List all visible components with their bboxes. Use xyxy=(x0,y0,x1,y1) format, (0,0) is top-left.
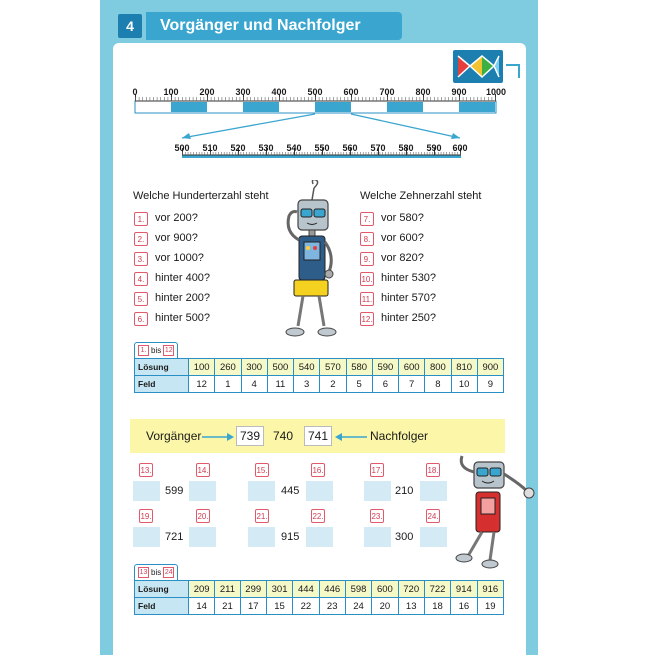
table-cell: 12 xyxy=(189,376,215,393)
table-cell: 23 xyxy=(319,598,345,615)
answer-box[interactable] xyxy=(248,527,275,547)
given-number: 445 xyxy=(281,485,300,497)
nachfolger-label: Nachfolger xyxy=(370,429,429,443)
table-cell: 720 xyxy=(398,581,424,598)
task-number: 23. xyxy=(370,509,384,523)
task-number: 21. xyxy=(255,509,269,523)
table-cell: 209 xyxy=(189,581,215,598)
task-number: 13. xyxy=(139,463,153,477)
task-number: 2. xyxy=(134,232,148,246)
answer-box[interactable] xyxy=(189,481,216,501)
table-cell: 8 xyxy=(425,376,451,393)
table-cell: 9 xyxy=(477,376,503,393)
table-cell: 598 xyxy=(345,581,371,598)
arrow-left-icon xyxy=(334,432,369,442)
ruler-zoom-label: 530 xyxy=(258,143,274,153)
table-cell: 800 xyxy=(425,359,451,376)
arrow-right-icon xyxy=(200,432,235,442)
given-number: 210 xyxy=(395,485,414,497)
answer-box[interactable] xyxy=(133,527,160,547)
answer-box[interactable] xyxy=(364,481,391,501)
row-label: Lösung xyxy=(135,359,189,376)
table-cell: 300 xyxy=(241,359,267,376)
ruler-zoom-label: 560 xyxy=(342,143,358,153)
table-cell: 446 xyxy=(319,581,345,598)
table-cell: 722 xyxy=(424,581,450,598)
range-to: 24 xyxy=(164,569,173,576)
ruler-label: 700 xyxy=(379,87,395,97)
ruler-zoom-label: 550 xyxy=(314,143,330,153)
table-cell: 5 xyxy=(346,376,372,393)
table-cell: 21 xyxy=(215,598,240,615)
task-number: 6. xyxy=(134,312,148,326)
robot-illustration xyxy=(270,180,340,345)
table-cell: 2 xyxy=(320,376,346,393)
table-cell: 810 xyxy=(451,359,477,376)
table-cell: 20 xyxy=(372,598,398,615)
table-cell: 16 xyxy=(451,598,477,615)
task-number: 3. xyxy=(134,252,148,266)
table-cell: 211 xyxy=(215,581,240,598)
task-number: 1. xyxy=(134,212,148,226)
given-number: 721 xyxy=(165,531,184,543)
task-text: hinter 530? xyxy=(381,272,437,284)
row-label: Feld xyxy=(135,376,189,393)
range-from: 13 xyxy=(139,569,148,576)
answer-box[interactable] xyxy=(133,481,160,501)
table-cell: 580 xyxy=(346,359,372,376)
answer-box[interactable] xyxy=(420,527,447,547)
given-number: 915 xyxy=(281,531,300,543)
ruler-label: 0 xyxy=(132,87,138,97)
task-number: 15. xyxy=(255,463,269,477)
ruler-label: 100 xyxy=(163,87,179,97)
answer-box[interactable] xyxy=(420,481,447,501)
table-cell: 19 xyxy=(477,598,503,615)
table-cell: 4 xyxy=(241,376,267,393)
table-cell: 301 xyxy=(266,581,292,598)
chapter-number: 4 xyxy=(118,14,142,38)
ruler-zoom-label: 580 xyxy=(398,143,414,153)
table-cell: 1 xyxy=(215,376,241,393)
solution-table-1 xyxy=(134,358,504,393)
task-text: vor 580? xyxy=(381,212,424,224)
table-cell: 22 xyxy=(293,598,319,615)
task-text: vor 600? xyxy=(381,232,424,244)
table-cell: 900 xyxy=(477,359,503,376)
task-number: 5. xyxy=(134,292,148,306)
ruler-label: 500 xyxy=(307,87,323,97)
successor-value: 741 xyxy=(304,426,332,446)
task-text: hinter 500? xyxy=(155,312,211,324)
ruler-zoom-label: 510 xyxy=(202,143,218,153)
task-number: 24. xyxy=(426,509,440,523)
table-cell: 500 xyxy=(267,359,293,376)
answer-box[interactable] xyxy=(306,527,333,547)
table-cell: 11 xyxy=(267,376,293,393)
task-text: hinter 200? xyxy=(155,292,211,304)
table-cell: 100 xyxy=(189,359,215,376)
left-questions-heading: Welche Hunderterzahl steht xyxy=(133,190,269,202)
table-range-tab xyxy=(134,564,178,580)
table-range-tab xyxy=(134,342,178,358)
task-text: hinter 400? xyxy=(155,272,211,284)
table-cell: 570 xyxy=(320,359,346,376)
task-text: vor 900? xyxy=(155,232,198,244)
range-from: 1. xyxy=(138,345,149,356)
table-cell: 916 xyxy=(477,581,503,598)
task-number: 12. xyxy=(360,312,374,326)
answer-box[interactable] xyxy=(248,481,275,501)
ruler-zoom-label: 570 xyxy=(370,143,386,153)
task-text: vor 820? xyxy=(381,252,424,264)
table-row xyxy=(135,581,504,598)
table-cell: 299 xyxy=(240,581,266,598)
right-questions-heading: Welche Zehnerzahl steht xyxy=(360,190,482,202)
table-cell: 590 xyxy=(372,359,398,376)
answer-box[interactable] xyxy=(364,527,391,547)
number-line-graphic xyxy=(0,0,655,160)
vorgaenger-label: Vorgänger xyxy=(146,429,202,443)
table-cell: 260 xyxy=(215,359,241,376)
task-number: 14. xyxy=(196,463,210,477)
range-bis: bis xyxy=(151,346,162,355)
ruler-zoom-label: 500 xyxy=(174,143,190,153)
ruler-label: 300 xyxy=(235,87,251,97)
task-number: 16. xyxy=(311,463,325,477)
table-cell: 600 xyxy=(372,581,398,598)
table-cell: 17 xyxy=(240,598,266,615)
row-label: Lösung xyxy=(135,581,189,598)
ruler-zoom-label: 540 xyxy=(286,143,302,153)
given-number: 300 xyxy=(395,531,414,543)
task-text: hinter 250? xyxy=(381,312,437,324)
table-cell: 540 xyxy=(294,359,320,376)
row-label: Feld xyxy=(135,598,189,615)
task-text: vor 200? xyxy=(155,212,198,224)
task-number: 20. xyxy=(196,509,210,523)
ruler-zoom-label: 590 xyxy=(426,143,442,153)
table-cell: 10 xyxy=(451,376,477,393)
ruler-label: 200 xyxy=(199,87,215,97)
task-number: 10. xyxy=(360,272,374,286)
ruler-label: 1000 xyxy=(485,87,507,97)
ruler-label: 800 xyxy=(415,87,431,97)
ruler-label: 600 xyxy=(343,87,359,97)
task-number: 4. xyxy=(134,272,148,286)
table-cell: 15 xyxy=(266,598,292,615)
ruler-label: 400 xyxy=(271,87,287,97)
task-number: 9. xyxy=(360,252,374,266)
table-cell: 6 xyxy=(372,376,398,393)
center-value: 740 xyxy=(273,429,294,443)
task-text: hinter 570? xyxy=(381,292,437,304)
table-cell: 13 xyxy=(398,598,424,615)
task-number: 19. xyxy=(139,509,153,523)
task-text: vor 1000? xyxy=(155,252,204,264)
task-number: 8. xyxy=(360,232,374,246)
solution-table-2 xyxy=(134,580,504,615)
task-number: 18. xyxy=(426,463,440,477)
table-row xyxy=(135,376,504,393)
table-cell: 444 xyxy=(293,581,319,598)
ruler-label: 900 xyxy=(451,87,467,97)
given-number: 599 xyxy=(165,485,184,497)
answer-box[interactable] xyxy=(189,527,216,547)
range-to: 12 xyxy=(164,347,173,354)
task-number: 22. xyxy=(311,509,325,523)
table-cell: 7 xyxy=(399,376,425,393)
table-row xyxy=(135,598,504,615)
ruler-zoom-label: 520 xyxy=(230,143,246,153)
table-cell: 14 xyxy=(189,598,215,615)
robot-illustration-2 xyxy=(446,452,536,574)
predecessor-value: 739 xyxy=(236,426,264,446)
table-cell: 24 xyxy=(345,598,371,615)
task-number: 17. xyxy=(370,463,384,477)
task-number: 11. xyxy=(360,292,374,306)
table-row xyxy=(135,359,504,376)
table-cell: 3 xyxy=(294,376,320,393)
table-cell: 914 xyxy=(451,581,477,598)
table-cell: 600 xyxy=(399,359,425,376)
range-bis: bis xyxy=(151,568,162,577)
table-cell: 18 xyxy=(424,598,450,615)
answer-box[interactable] xyxy=(306,481,333,501)
task-number: 7. xyxy=(360,212,374,226)
page-title: Vorgänger und Nachfolger xyxy=(146,12,402,40)
ruler-zoom-label: 600 xyxy=(452,143,468,153)
